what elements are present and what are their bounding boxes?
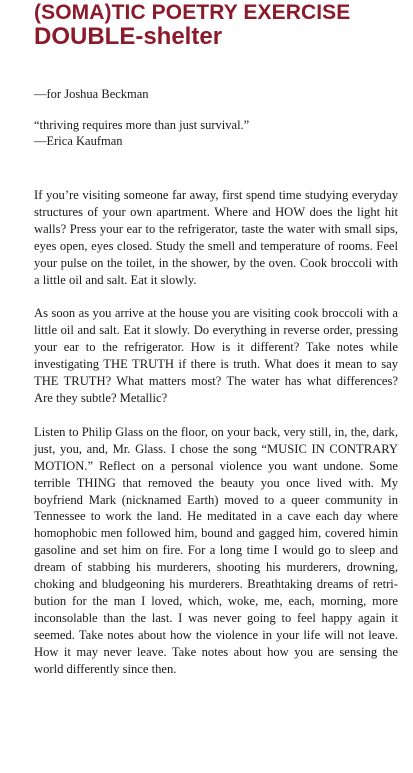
paragraph-1: If you’re visiting someone far away, first spend time studying everyday structures of your own apartment. Where and HOW does the light hit walls? Press your ear to the refrigerator, taste the water with small sips, eyes open, eyes closed. Study the smell and temperature of rooms. Feel your pulse on the toilet, in the shower, by the oven. Cook broccoli with a little oil and salt. Eat it slowly. [34,188,398,287]
paragraph-2: As soon as you arrive at the house you are visiting cook broccoli with a little oil and salt. Eat it slowly. Do everything in reverse order, pressing your ear to the refrigerator. How is it different? Take notes while investigating THE TRUTH if there is truth. What does it mean to say THE TRUTH? What matters most? The water has what differences? Are they subtle? Metallic? [34,306,398,405]
dedication: —for Joshua Beckman [34,87,149,101]
series-title: (SOMA)TIC POETRY EXERCISE [34,1,351,24]
epigraph-author: —Erica Kaufman [34,134,123,148]
poem-title: DOUBLE-shelter [34,23,223,50]
paragraph-3: Listen to Philip Glass on the floor, on your back, very still, in, the, dark, just, you, and, Mr. Glass. I chose the song “MUSIC IN CONTRARY MOTION.” Reflect on a personal violence you want undone. Some terrible THING that removed the beauty you once lived with. My boyfriend Mark (nicknamed Earth) moved to a queer community in Tennessee to work the land. He meditated in a cave each day where homophobic men followed him, bound and gagged him, covered himin gasoline and set him on fire. For a long time I would go to sleep and dream of stabbing his murderers, shooting his murderers, drowning, choking and bludgeoning his murderers. Breathtaking dreams of retribution for the man I loved, which, woke, me, each, morning, more inconsolable than the last. I was never going to feel happy again it seemed. Take notes about how the violence in your life will not leave. How it may never leave. Take notes about how you are sensing the world differently since then. [34,424,398,676]
epigraph [34,117,399,149]
epigraph-quote: “thriving requires more than just survival.” [34,118,250,132]
